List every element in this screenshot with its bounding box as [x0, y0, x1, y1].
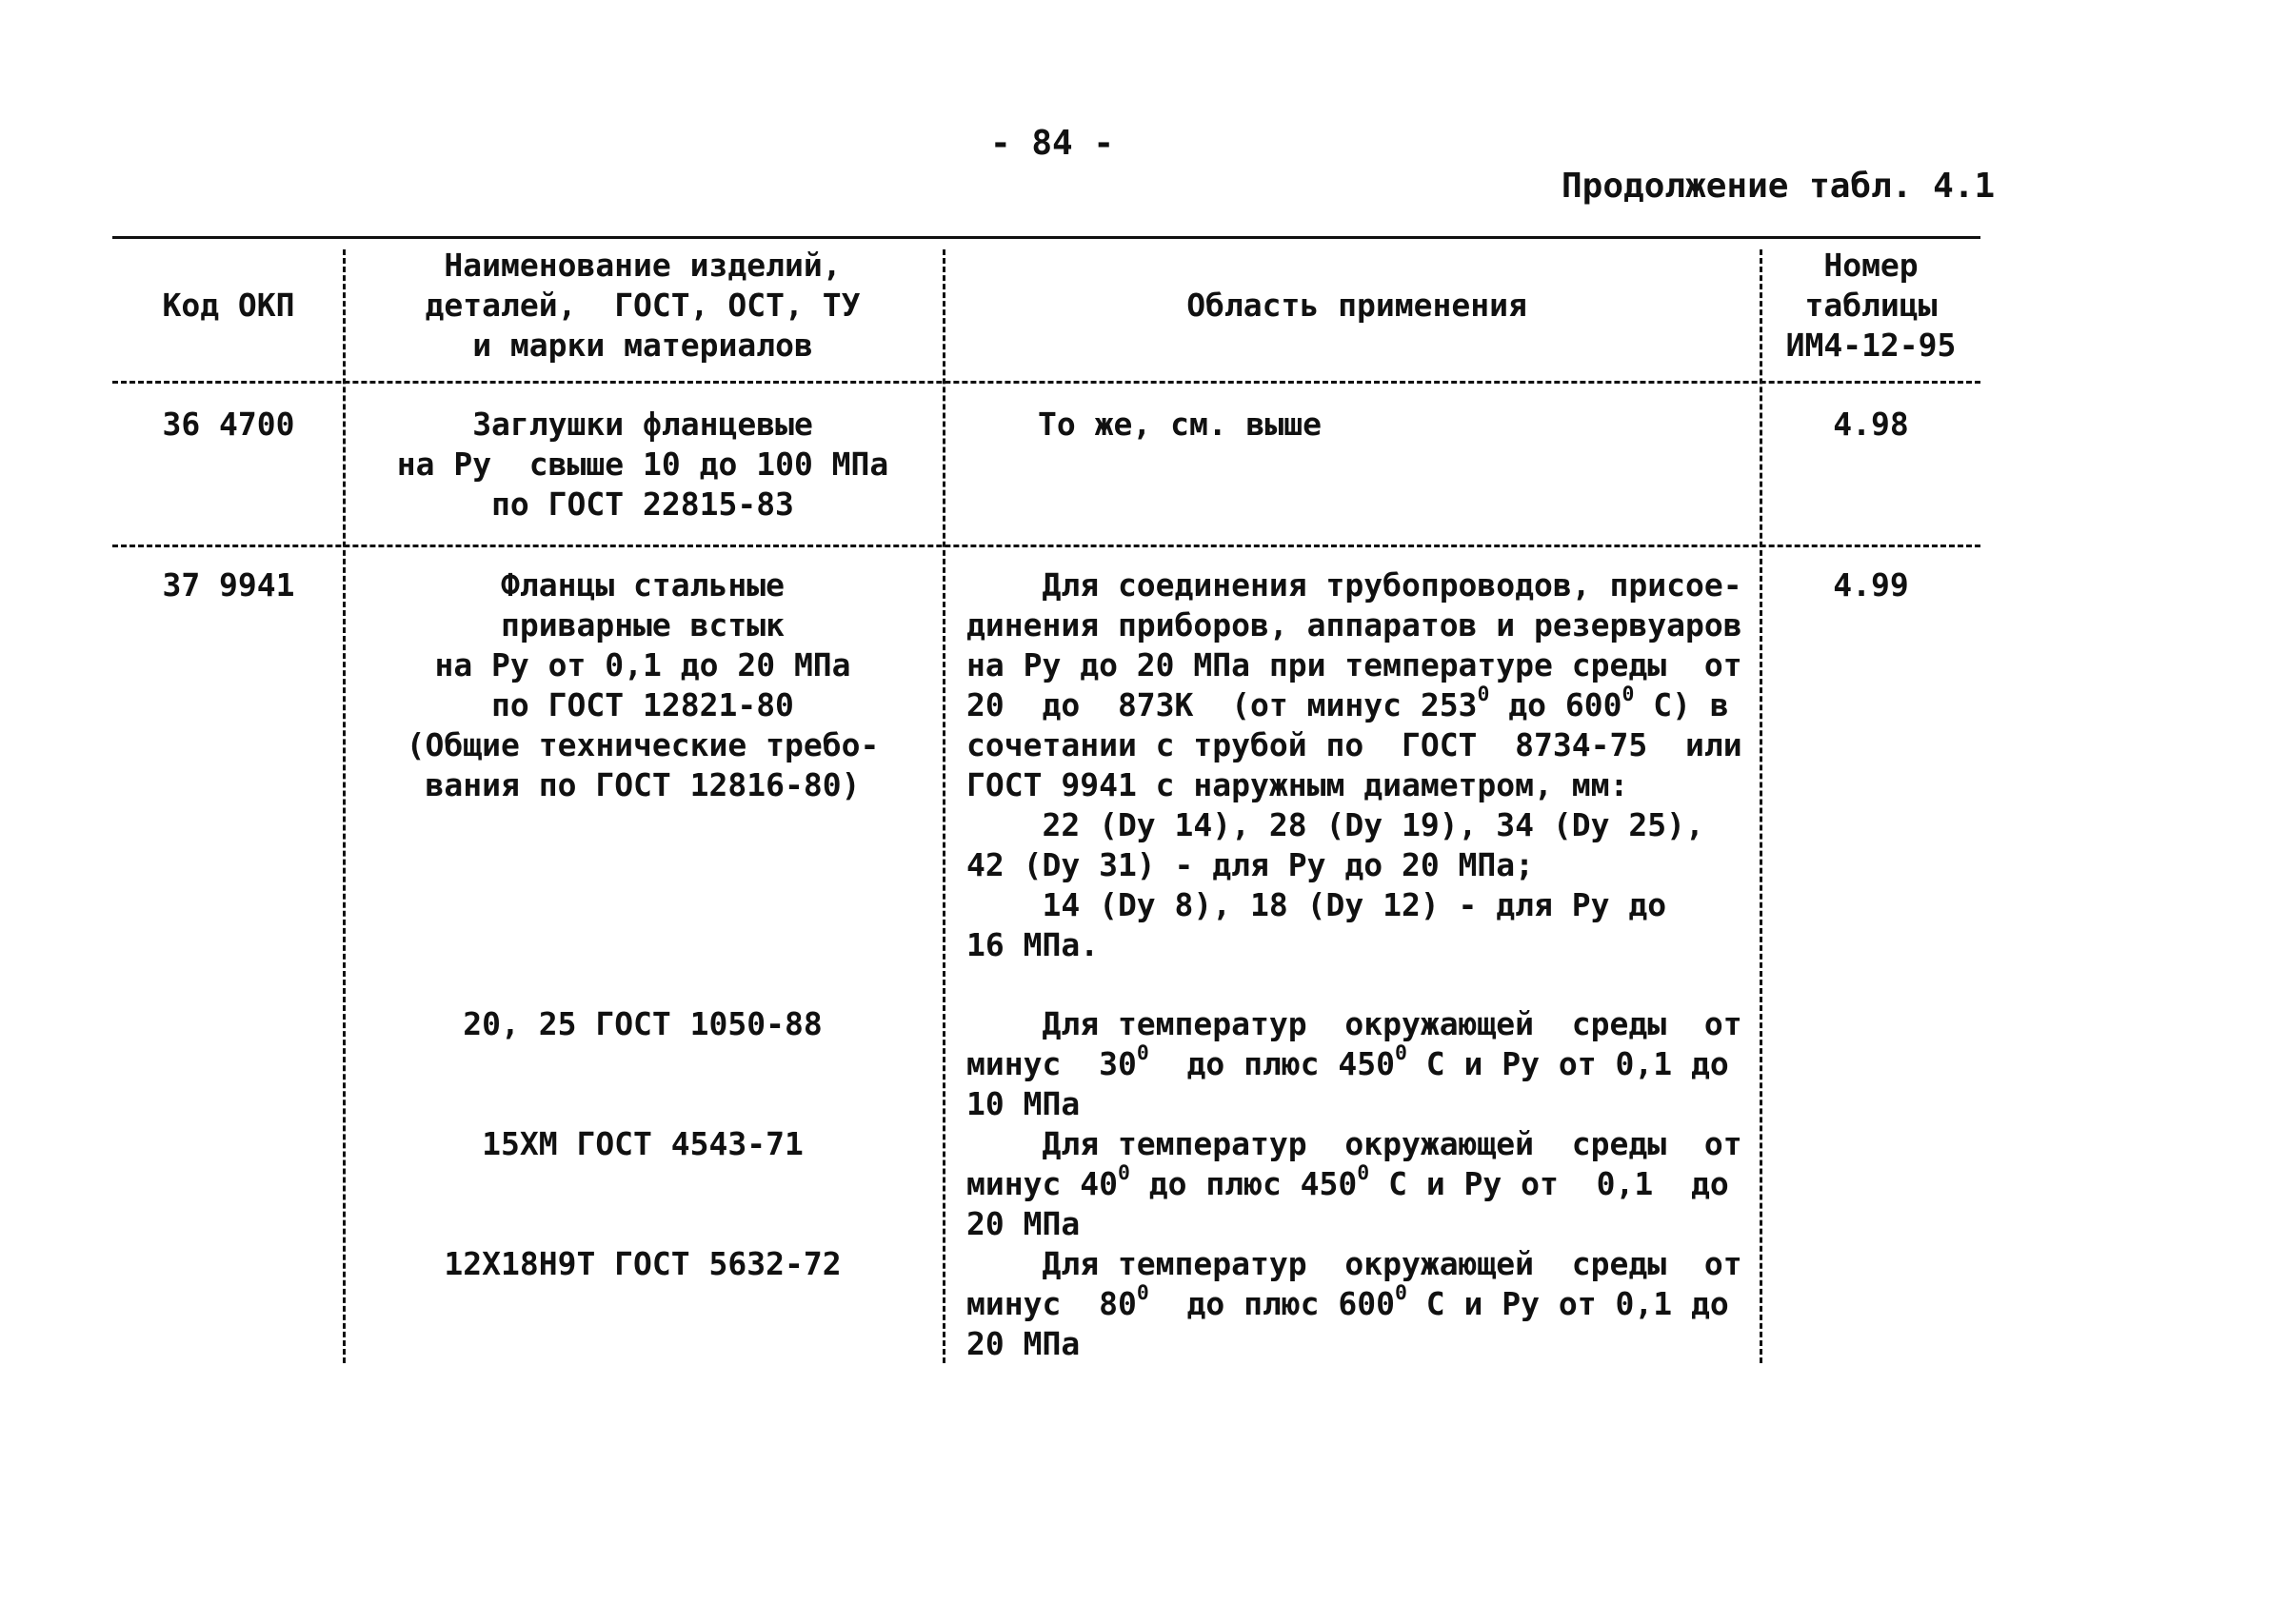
- header-table-number: Номер таблицы ИМ4-12-95: [1785, 247, 1957, 364]
- material3-name: 12Х18Н9Т ГОСТ 5632-72: [444, 1245, 842, 1282]
- row2-area: Для соединения трубопроводов, присое- динения приборов, аппаратов и резервуаров на Ру до 20 МПа при температуре среды от 20 до 873К (от минус $253^0$ до $600^0$ С) в сочетании с трубой по ГОСТ 8734-75 или ГОСТ 9941 с наружным диаметром, мм: 22 (Dy 14), 28 (Dy 19), 34 (Dy 25), 42 (Dy 31) - для Ру до 20 МПа; 14 (Dy 8), 18 (Dy 12) - для Ру до 16 МПа.: [966, 566, 1742, 963]
- material1-area: Для температур окружающей среды от минус $30^0$ до плюс $450^0$ С и Ру от 0,1 до 10 МПа: [966, 1005, 1742, 1122]
- header-bottom-rule: [112, 381, 1980, 384]
- material2-area: Для температур окружающей среды от минус $40^0$ до плюс $450^0$ С и Ру от 0,1 до 20 МПа: [966, 1125, 1742, 1242]
- table-top-rule: [112, 236, 1980, 239]
- column-separator-1: [343, 249, 346, 1363]
- material2-name: 15ХМ ГОСТ 4543-71: [482, 1125, 804, 1162]
- table-continuation-title: Продолжение табл. 4.1: [1562, 167, 1996, 206]
- header-code: Код ОКП: [162, 287, 295, 324]
- material3-area: Для температур окружающей среды от минус $80^0$ до плюс $600^0$ С и Ру от 0,1 до 20 МПа: [966, 1245, 1742, 1362]
- row1-table-number: 4.98: [1833, 406, 1909, 443]
- row1-code: 36 4700: [162, 406, 295, 443]
- column-separator-2: [943, 249, 945, 1363]
- row-separator-rule: [112, 545, 1980, 547]
- row1-area: То же, см. выше: [1038, 406, 1323, 443]
- row2-name: Фланцы стальные приварные встык на Ру от 0,1 до 20 МПа по ГОСТ 12821-80 (Общие технические требо- вания по ГОСТ 12816-80): [406, 566, 880, 803]
- material1-name: 20, 25 ГОСТ 1050-88: [463, 1005, 823, 1042]
- row2-code: 37 9941: [162, 566, 295, 604]
- row1-name: Заглушки фланцевые на Ру свыше 10 до 100 МПа по ГОСТ 22815-83: [396, 406, 889, 523]
- header-area: Область применения: [1186, 287, 1527, 324]
- page-number: - 84 -: [990, 124, 1115, 163]
- header-name: Наименование изделий, деталей, ГОСТ, ОСТ, ТУ и марки материалов: [425, 247, 861, 364]
- row2-table-number: 4.99: [1833, 566, 1909, 604]
